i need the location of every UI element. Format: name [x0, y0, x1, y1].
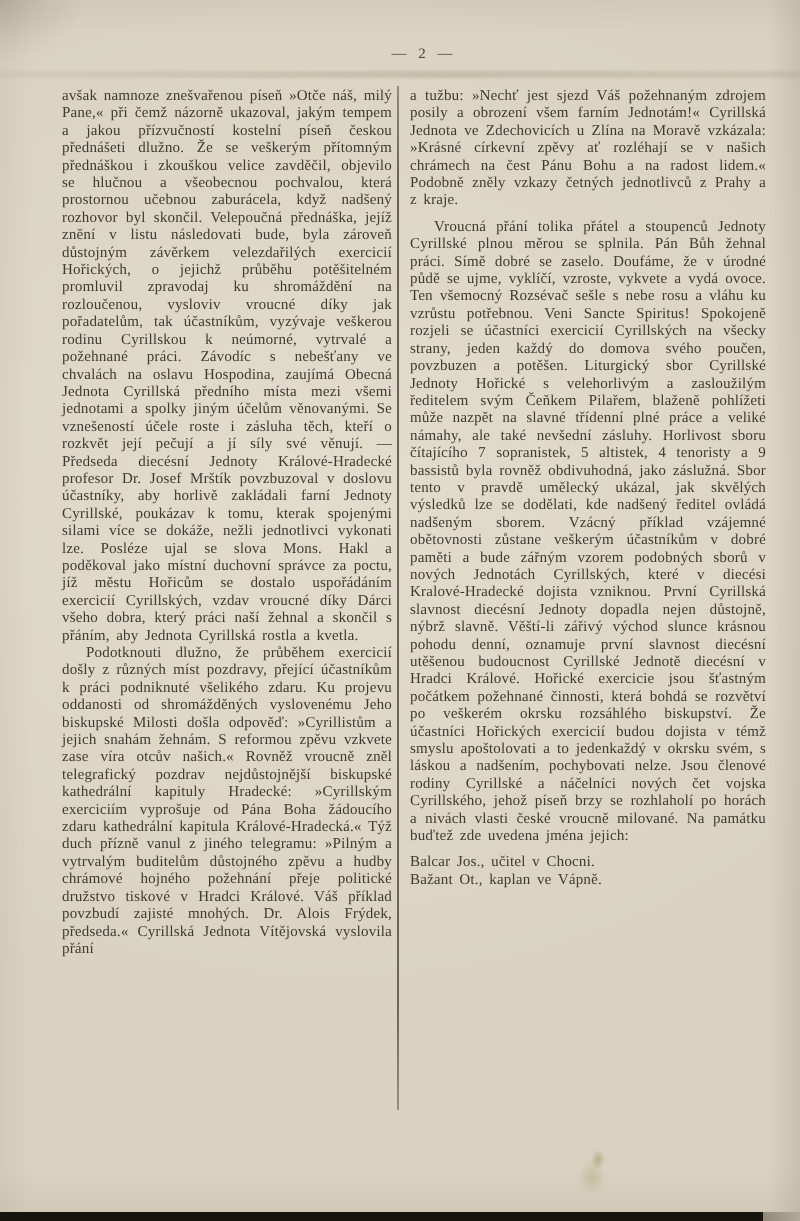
paragraph-continued-from-left-column: a tužbu: »Nechť jest sjezd Váš požehnaným zdrojem posily a obrození všem farním Jednotám!« Cyrillská Jednota ve Zdechovicích u Zlína na Moravě vzkázala: »Krásné církevní zpěvy ať rozléhají se v našich chrámech na čest Pánu Bohu a na radost lidem.« Podobně zněly vzkazy četných jednotlivců z Prahy a z kraje. — [410, 88, 766, 209]
name-line: Balcar Jos., učitel v Chocni. — [410, 854, 595, 871]
right-column — [410, 88, 766, 889]
paragraph: Podotknouti dlužno, že průběhem exercicií došly z různých míst pozdravy, přející účastníkům k práci podniknuté všelikého zdaru. Ku projevu oddanosti od shromážděných vyslovenému Jeho biskupské Milosti došla odpověď: »Cyrillistům a jejich snahám žehnám. S reformou zpěvu vzkvete zase víra otcův našich.« Rovněž vroucně zněl telegrafický pozdrav nejdůstojnější biskupské kathedrální kapituly Hradecké: »Cyrillským exerciciím vyprošuje od Pána Boha žádoucího zdaru kathedrální kapitula Králové-Hradecká.« Týž duch přízně vanul z jiného telegramu: »Pilným a vytrvalým buditelům důstojného zpěvu a hudby chrámové hojného požehnání přeje politické družstvo tiskové v Hradci Králové. Váš příklad povzbudí zajisté mnohých. Dr. Alois Frýdek, předseda.« Cyrillská Jednota Vítějovská vyslovila přání — [62, 645, 392, 957]
stain-mark — [565, 1135, 625, 1205]
header-shade-line — [0, 71, 800, 78]
page-bottom-edge-right-shadow — [763, 1212, 800, 1221]
paragraph-continued-from-previous-page: avšak namnoze znešvařenou píseň »Otče náš, milý Pane,« při čemž názorně ukazoval, jakým tempem a jakou přízvučností kostelní píseň českou přednášeti dlužno. Že se veškerým přítomným přednáškou i zkouškou velice zavděčil, objevilo se hlučnou a všeobecnou pochvalou, která prostornou učebnou zaburácela, když nadšený rozhovor byl skončil. Velepoučná přednáška, jejíž znění v listu následovati bude, byla zároveň důstojným závěrkem velezdařilých exercicií Hořických, o jejichž průběhu potěšitelném promluvil zpravodaj ku shromáždění na rozloučenou, vysloviv vroucné díky jak pořadatelům, tak účastníkům, vyzývaje veškerou rodinu Cyrillskou k neúmorné, vytrvalé a požehnané práci. Závodíc s nebešťany ve chvalách na oslavu Hospodina, zaujímá Obecná Jednota Cyrillská předního místa mezi všemi jednotami a spolky jiným účelům věnovanými. Se vznešeností účele roste i zásluha těch, kteří o rozkvět její pečují a jí síly své věnují. — Předseda diecésní Jednoty Králové-Hradecké profesor Dr. Josef Mrštík povzbuzoval v doslovu účastníky, aby horlivě zakládali farní Jednoty Cyrillské, poukázav k tomu, kterak spojenými silami více se dokáže, nežli jednotlivci vykonati lze. Posléze ujal se slova Mons. Hakl a poděkoval jako místní duchovní správce za poctu, jíž městu Hořicům se dostalo uspořádáním exercicií Cyrillských, vzdav vroucné díky Dárci všeho dobra, který práci naší žehnal a skončil s přáním, aby Jednota Cyrillská rostla a kvetla. — [62, 88, 392, 644]
column-divider-rule — [397, 86, 399, 1110]
left-column — [62, 88, 392, 958]
page-bottom-edge-shadow — [0, 1212, 763, 1221]
paragraph: Vroucná přání tolika přátel a stoupenců Jednoty Cyrillské plnou měrou se splnila. Pán Bůh žehnal práci. Símě dobré se zaselo. Doufáme, že v úrodné půdě se ujme, vyklíčí, vzroste, vykvete a vydá ovoce. Ten všemocný Rozsévač sešle s nebe rosu a vláhu ku vzrůstu potřebnou. Veni Sancte Spiritus! Spokojeně rozjeli se účastníci exercicií Cyrillských na všecky strany, jeden každý do domova svého poučen, povzbuzen a potěšen. Liturgický sbor Cyrillské Jednoty Hořické s velehorlivým a zasloužilým ředitelem svým Čeňkem Pilařem, blaženě pohlížeti může nazpět na slavné třídenní plné práce a veliké námahy, ale také nevšední zásluhy. Horlivost sboru čítajícího 7 sopranistek, 5 altistek, 4 tenoristy a 9 bassistů byla rovněž obdivuhodná, jako záslužná. Sbor tento v pravdě umělecký ukázal, jak skvělých výsledků lze se dodělati, kde nadšený ředitel ovládá nadšeným sborem. Vzácný příklad vzájemné obětovnosti zůstane veškerým účastníkům v dobré paměti a bude zářným vzorem podobných sborů v nových Jednotách Cyrillských, které v diecési Kralové-Hradecké dojista vzniknou. První Cyrillská slavnost diecésní Jednoty dopadla nejen důstojně, nýbrž slavně. Věští-li zářivý východ slunce krásnou pohodu denní, oznamuje první slavnost diecésní utěšenou budoucnost Cyrillské Jednotě diecésní v Hradci Králové. Hořické exercicie jsou šťastným počátkem požehnané činnosti, která bohdá se rozvětví po veškerém okrsku rozsáhlého biskupství. Že účastníci Hořických exercicií budou dojista v témž smyslu apoštolovati a to jedenkaždý v okrsku svém, s láskou a nadšením, pochybovati nelze. Jsou členové rodiny Cyrillské a náčelníci nových čet vojska Cyrillského, jehož píseň brzy se rozhlaholí po horách a nivách vlasti české vroucně milované. Na památku buďtež zde uvedena jména jejich: — [410, 218, 766, 845]
names-list — [410, 854, 766, 889]
page-number: — 2 — — [391, 46, 457, 62]
name-line: Bažant Ot., kaplan ve Vápně. — [410, 871, 602, 888]
